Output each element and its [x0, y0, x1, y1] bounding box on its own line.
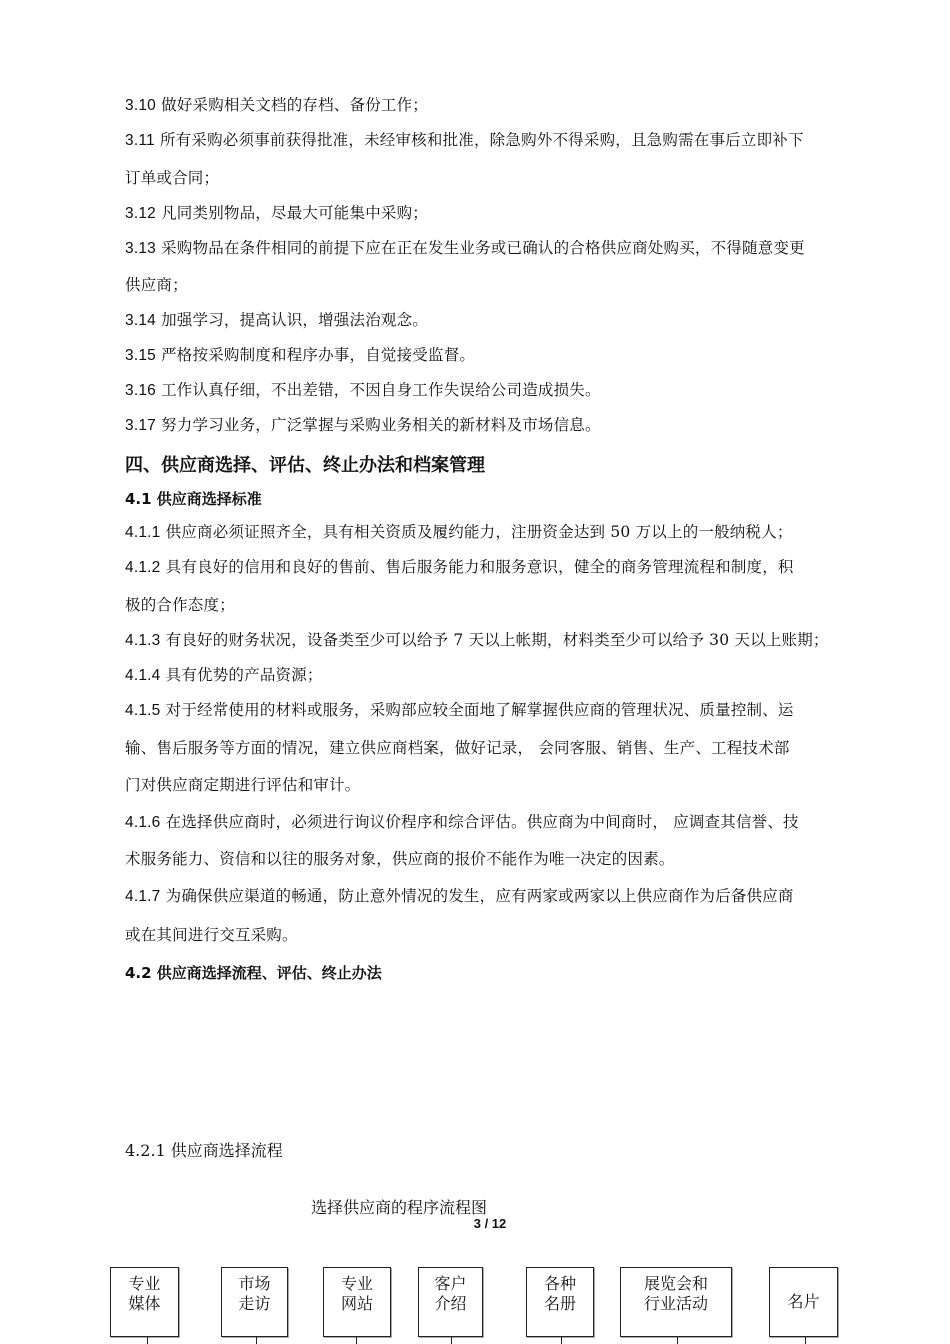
para-3-14: 3.14 加强学习，提高认识，增强法治观念。 — [125, 311, 429, 329]
para-4-1-4: 4.1.4 具有优势的产品资源； — [125, 666, 323, 684]
para-3-17: 3.17 努力学习业务，广泛掌握与采购业务相关的新材料及市场信息。 — [125, 416, 601, 434]
para-3-15: 3.15 严格按采购制度和程序办事，自觉接受监督。 — [125, 346, 476, 364]
flow-box-exhibitions: 展览会和 行业活动 — [620, 1267, 732, 1337]
flow-connector — [805, 1337, 806, 1344]
para-3-16: 3.16 工作认真仔细，不出差错，不因自身工作失误给公司造成损失。 — [125, 381, 601, 399]
para-4-1-2-cont: 极的合作态度； — [125, 596, 235, 614]
flow-connector — [451, 1337, 452, 1344]
flow-connector — [147, 1337, 148, 1344]
flow-box-customer-referral: 客户 介绍 — [418, 1267, 483, 1337]
para-3-12: 3.12 凡同类别物品，尽最大可能集中采购； — [125, 204, 429, 222]
flow-box-directories: 各种 名册 — [526, 1267, 594, 1337]
para-4-1-6-cont: 术服务能力、资信和以往的服务对象，供应商的报价不能作为唯一决定的因素。 — [125, 850, 675, 868]
page-number: 3 / 12 — [473, 1216, 507, 1231]
para-4-1-5-cont2: 门对供应商定期进行评估和审计。 — [125, 776, 361, 794]
para-3-10: 3.10 做好采购相关文档的存档、备份工作； — [125, 96, 429, 114]
para-3-11-cont: 订单或合同； — [125, 169, 220, 187]
para-4-1-7-cont: 或在其间进行交互采购。 — [125, 926, 298, 944]
flow-box-professional-media: 专业 媒体 — [110, 1267, 179, 1337]
para-3-11: 3.11 所有采购必须事前获得批准，未经审核和批准，除急购外不得采购，且急购需在事后立即补下 — [125, 131, 804, 149]
para-4-1-5-cont1: 输、售后服务等方面的情况，建立供应商档案，做好记录， 会同客服、销售、生产、工程技术部 — [125, 739, 790, 757]
subsection-4-2-heading: 4.2 供应商选择流程、评估、终止办法 — [125, 964, 382, 982]
para-4-1-5: 4.1.5 对于经常使用的材料或服务，采购部应较全面地了解掌握供应商的管理状况、质量控制、运 — [125, 701, 794, 719]
para-4-1-6: 4.1.6 在选择供应商时，必须进行询议价程序和综合评估。供应商为中间商时， 应调查其信誉、技 — [125, 813, 799, 831]
para-3-13: 3.13 采购物品在条件相同的前提下应在正在发生业务或已确认的合格供应商处购买，不得随意变更 — [125, 239, 805, 257]
para-4-1-2: 4.1.2 具有良好的信用和良好的售前、售后服务能力和服务意识，健全的商务管理流程和制度，积 — [125, 558, 794, 576]
para-4-1-7: 4.1.7 为确保供应渠道的畅通，防止意外情况的发生，应有两家或两家以上供应商作为后备供应商 — [125, 887, 794, 905]
flow-box-market-visit: 市场 走访 — [221, 1267, 288, 1337]
para-4-1-1: 4.1.1 供应商必须证照齐全，具有相关资质及履约能力，注册资金达到 50 万以上的一般纳税人； — [125, 523, 793, 541]
flow-connector — [677, 1337, 678, 1344]
flow-box-business-cards: 名片 — [769, 1267, 838, 1337]
flow-connector — [356, 1337, 357, 1344]
para-4-1-3: 4.1.3 有良好的财务状况，设备类至少可以给予 7 天以上帐期，材料类至少可以给予 30 天以上账期； — [125, 631, 829, 649]
flow-connector — [561, 1337, 562, 1344]
subsection-4-2-1-heading: 4.2.1 供应商选择流程 — [125, 1141, 283, 1160]
para-3-13-cont: 供应商； — [125, 276, 188, 294]
subsection-4-1-heading: 4.1 供应商选择标准 — [125, 490, 262, 508]
flow-box-professional-website: 专业 网站 — [323, 1267, 391, 1337]
flowchart-title: 选择供应商的程序流程图 — [311, 1198, 488, 1217]
section-4-heading: 四、供应商选择、评估、终止办法和档案管理 — [125, 455, 485, 476]
flow-connector — [256, 1337, 257, 1344]
